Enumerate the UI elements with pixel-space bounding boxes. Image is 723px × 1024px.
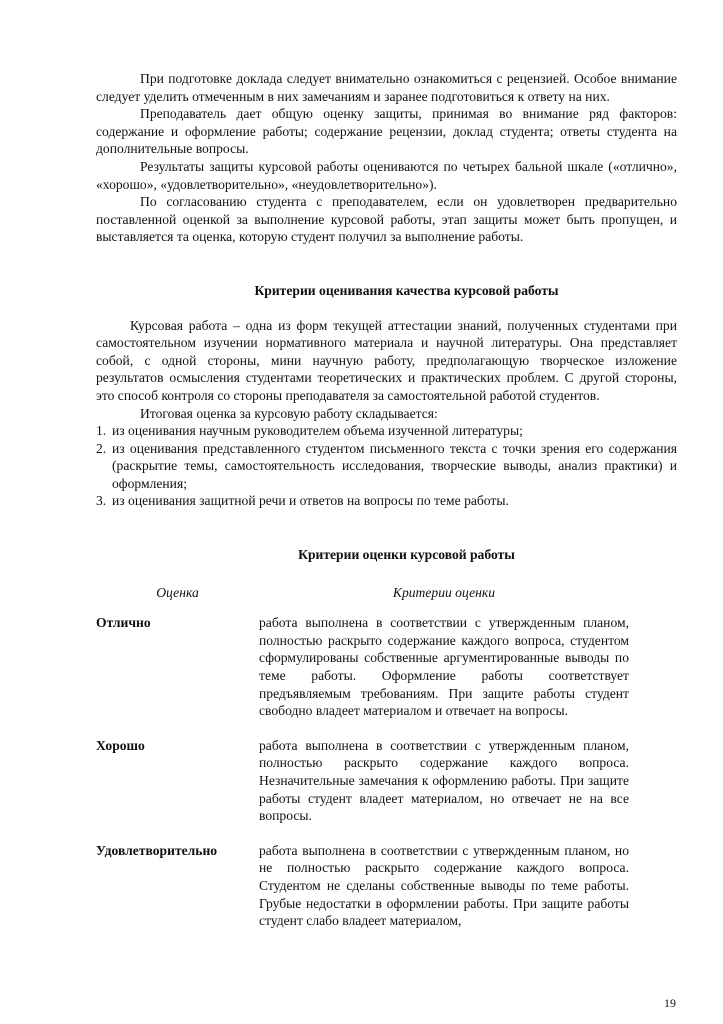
grade-criteria: работа выполнена в соответствии с утвержденным планом, полностью раскрыто содержание каждого вопроса. Незначительные замечания к оформлению работы. При защите работы студент владеет материалом, но отвечает не на все вопросы. xyxy=(259,737,629,824)
list-item-text: из оценивания защитной речи и ответов на вопросы по теме работы. xyxy=(112,493,509,509)
list-item xyxy=(96,492,677,510)
grade-criteria: работа выполнена в соответствии с утвержденным планом, но не полностью раскрыто содержание каждого вопроса. Студентом не сделаны собственные выводы по теме работы. Грубые недостатки в оформлении работы. При защите работы студент слабо владеет материалом, xyxy=(259,842,629,929)
section1-paragraph-2: Итоговая оценка за курсовую работу складывается: xyxy=(140,405,438,421)
list-item-number: 1. xyxy=(96,423,107,439)
grade-criteria: работа выполнена в соответствии с утвержденным планом, полностью раскрыто содержание каждого вопроса, студентом сформулированы собственные аргументированные выводы по теме работы. Оформление работы соответствует предъявляемым требованиям. При защите работы студент свободно владеет материалом и отвечает на вопросы. xyxy=(259,615,629,719)
list-item-number: 3. xyxy=(96,493,107,509)
intro-paragraph-3: Результаты защиты курсовой работы оцениваются по четырех бальной шкале («отлично», «хорошо», «удовлетворительно», «неудовлетворительно»). xyxy=(96,158,677,192)
list-item-text: из оценивания представленного студентом письменного текста с точки зрения его содержания (раскрытие темы, самостоятельность исследования, творческие выводы, анализ практики) и оформления; xyxy=(112,440,677,491)
intro-paragraph-4: По согласованию студента с преподавателем, если он удовлетворен предварительно поставленной оценкой за выполнение курсовой работы, этап защиты может быть пропущен, и выставляется та оценка, которую студент получил за выполнение работы. xyxy=(96,194,677,245)
list-item-text: из оценивания научным руководителем объема изученной литературы; xyxy=(112,423,523,439)
page-number: 19 xyxy=(664,996,676,1010)
column-header-criteria: Критерии оценки xyxy=(392,584,496,600)
grade-label: Удовлетворительно xyxy=(96,842,218,858)
list-item xyxy=(96,422,677,440)
table-row xyxy=(96,842,677,930)
section1-paragraph-1: Курсовая работа – одна из форм текущей аттестации знаний, полученных студентами при самостоятельном изучении нормативного материала и научной литературы. Она представляет собой, с одной стороны, мини научную работу, предполагающую творческое изложение результатов осмысления студентами теоретических и практических проблем. С другой стороны, это способ контроля со стороны преподавателя за самостоятельной работой студентов. xyxy=(96,317,677,403)
grade-label: Отлично xyxy=(96,615,151,631)
intro-paragraph-1: При подготовке доклада следует внимательно ознакомиться с рецензией. Особое внимание следует уделить отмеченным в них замечаниям и заранее подготовиться к ответу на них. xyxy=(96,71,677,104)
grade-components-list xyxy=(96,422,677,510)
document-page xyxy=(96,70,677,930)
list-item-number: 2. xyxy=(96,440,107,456)
section-heading-quality-criteria: Критерии оценивания качества курсовой работы xyxy=(254,282,559,298)
table-row xyxy=(96,737,677,825)
section-heading-grading-criteria: Критерии оценки курсовой работы xyxy=(298,547,515,563)
column-header-grade: Оценка xyxy=(156,584,199,600)
criteria-table-header xyxy=(96,584,677,602)
grade-label: Хорошо xyxy=(96,737,145,753)
intro-paragraph-2: Преподаватель дает общую оценку защиты, принимая во внимание ряд факторов: содержание и оформление работы; содержание рецензии, доклад студента; ответы студента на дополнительные вопросы. xyxy=(96,106,677,157)
table-row xyxy=(96,614,677,720)
list-item xyxy=(96,440,677,493)
